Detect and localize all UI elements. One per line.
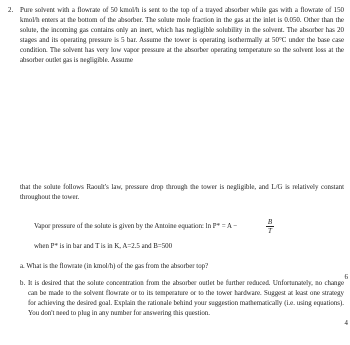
equation-fraction [266,218,274,235]
problem-intro [8,6,344,66]
part-b [20,279,348,327]
problem-continuation [20,183,344,203]
part-b-label: b. [20,280,26,287]
part-a-label: a. [20,263,25,270]
antoine-equation-line [34,218,344,236]
problem-intro-text: Pure solvent with a flowrate of 50 kmol/h is sent to the top of a trayed absorber while gas with a flowrate of 150 kmol/h enters at the bottom of the absorber. The solute mole fraction in the gas at the inlet is 0.050. Other than the solute, the incoming gas contains only an inert, which has negligible solubility in the solvent. The absorber has 20 stages and its operating pressure is 5 bar. Assume the tower is operating isothermally at 50°C under the base case condition. The solvent has very low vapor pressure at the absorber operating temperature so the solvent loss at the absorber outlet gas is negligible. Assume [20,7,344,64]
part-b-points: 4 [344,320,348,327]
equation-denominator: T [268,227,272,235]
part-a-text: What is the flowrate (in kmol/h) of the gas from the absorber top? [26,263,209,270]
part-a-points: 6 [344,274,348,281]
vapor-pressure-text: Vapor pressure of the solute is given by the Antoine equation: ln P* = A − [34,223,238,230]
equation-numerator: B [267,218,273,226]
continuation-text: that the solute follows Raoult's law, pressure drop through the tower is negligible, and L/G is relatively constant throughout the tower. [20,184,344,201]
antoine-equation-block [34,218,344,252]
part-a [20,262,348,281]
equation-units-text: when P* is in bar and T is in K, A=2.5 and B=500 [34,243,173,250]
part-b-text: It is desired that the solute concentration from the absorber outlet be further reduced. Unfortunately, no change can be made to the solvent flowrate or to its temperature or to the tower hardware. Suggest at least one strategy for achieving the desired goal. Explain the rationale behind your suggestion mathematically (i.e. using equations). You don't need to plug in any number for answering this question. [28,280,344,317]
problem-number: 2. [8,7,14,14]
